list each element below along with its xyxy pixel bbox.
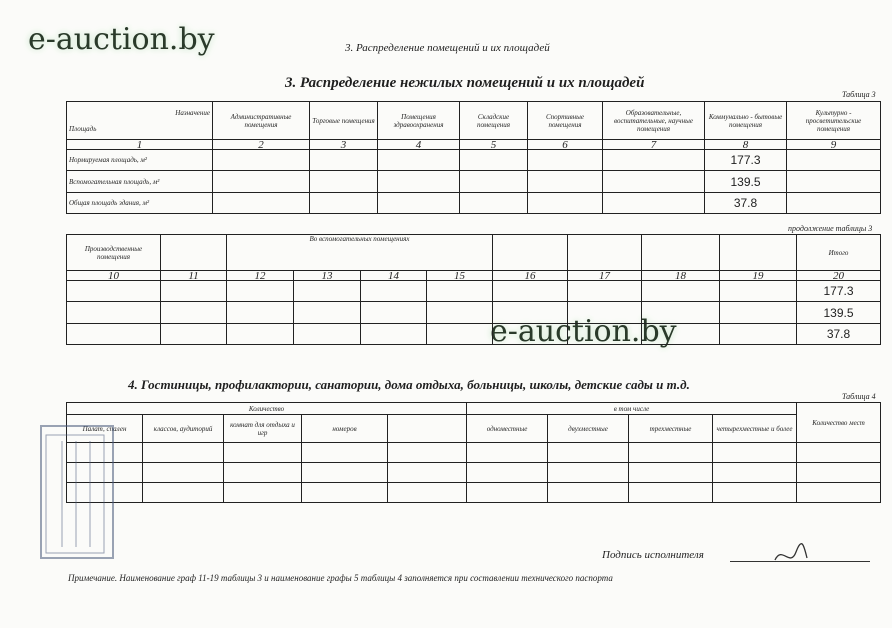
- header-classes: классов, аудиторий: [143, 415, 224, 443]
- index-cell: 2: [213, 140, 310, 150]
- header-education: Образовательные, воспитательные, научные помещения: [603, 102, 705, 140]
- header-rooms: комнат для отдыха и игр: [224, 415, 302, 443]
- header-culture: Культурно - просветительские помещения: [787, 102, 881, 140]
- header-admin: Административные помещения: [213, 102, 310, 140]
- index-cell: 6: [528, 140, 603, 150]
- index-cell: 12: [227, 271, 294, 281]
- total-cell: 37.8: [797, 324, 881, 345]
- table-4: [66, 402, 881, 503]
- section4-title: 4. Гостиницы, профилактории, санатории, дома отдыха, больницы, школы, детские сады и т.д.: [128, 377, 690, 392]
- value-cell: 139.5: [705, 171, 787, 193]
- table3-label: Таблица 3: [842, 90, 876, 99]
- table-3: [66, 101, 881, 214]
- total-cell: 139.5: [797, 302, 881, 324]
- header-numbers: номеров: [302, 415, 388, 443]
- index-cell: 13: [294, 271, 361, 281]
- index-cell: 9: [787, 140, 881, 150]
- header-storage: Складские помещения: [460, 102, 528, 140]
- header-double: двухместные: [548, 415, 629, 443]
- header-communal: Коммунально - бытовые помещения: [705, 102, 787, 140]
- index-cell: 7: [603, 140, 705, 150]
- index-cell: 19: [720, 271, 797, 281]
- header-production: Производственные помещения: [67, 235, 161, 271]
- footnote: Примечание. Наименование граф 11-19 таблицы 3 и наименование графы 5 таблицы 4 заполняется при составлении технического паспорта: [68, 573, 613, 583]
- header-total: Итого: [797, 235, 881, 271]
- index-cell: 1: [67, 140, 213, 150]
- index-cell: 11: [161, 271, 227, 281]
- index-cell: 17: [568, 271, 642, 281]
- header-auxiliary: Во вспомогательных помещениях: [227, 235, 493, 271]
- section3-top-title: 3. Распределение помещений и их площадей: [345, 42, 550, 54]
- index-cell: 10: [67, 271, 161, 281]
- header-triple: трехместные: [629, 415, 713, 443]
- row-label: Вспомогательная площадь, м²: [67, 171, 213, 193]
- header-name-area: [67, 102, 213, 140]
- header-single: одноместные: [467, 415, 548, 443]
- table-row: [67, 324, 881, 345]
- header-four-plus: четырехместные и более: [713, 415, 797, 443]
- value-cell: 177.3: [705, 150, 787, 171]
- table-row: [67, 281, 881, 302]
- table-row: [67, 443, 881, 463]
- continuation-label: продолжение таблицы 3: [788, 224, 873, 233]
- section3-title: 3. Распределение нежилых помещений и их площадей: [285, 75, 645, 91]
- header-sport: Спортивные помещения: [528, 102, 603, 140]
- total-cell: 177.3: [797, 281, 881, 302]
- index-cell: 8: [705, 140, 787, 150]
- header-quantity: Количество: [67, 403, 467, 415]
- watermark-middle: e-auction.by: [490, 314, 677, 349]
- header-trade: Торговые помещения: [310, 102, 378, 140]
- index-cell: 5: [460, 140, 528, 150]
- stamp-seal: [40, 425, 114, 559]
- stamp-graphic: [42, 431, 108, 557]
- signature-label: Подпись исполнителя: [602, 549, 704, 561]
- table-3-continuation: [66, 234, 881, 345]
- row-label: Общая площадь здания, м²: [67, 193, 213, 214]
- index-cell: 20: [797, 271, 881, 281]
- index-cell: 18: [642, 271, 720, 281]
- table4-label: Таблица 4: [842, 392, 876, 401]
- header-name: Назначение: [175, 108, 210, 117]
- header-health: Помещения здравоохранения: [378, 102, 460, 140]
- table-row: [67, 463, 881, 483]
- index-cell: 15: [427, 271, 493, 281]
- value-cell: 37.8: [705, 193, 787, 214]
- header-wards: Палат, спален: [67, 415, 143, 443]
- index-cell: 4: [378, 140, 460, 150]
- header-area: Площадь: [69, 124, 97, 133]
- watermark-top: e-auction.by: [28, 22, 215, 57]
- index-cell: 14: [361, 271, 427, 281]
- table-row: [67, 150, 881, 171]
- table-row: [67, 483, 881, 503]
- index-cell: 3: [310, 140, 378, 150]
- table-row: [67, 302, 881, 324]
- table-row: [67, 193, 881, 214]
- signature-scribble: [770, 540, 810, 570]
- header-including: в том числе: [467, 403, 797, 415]
- header-places: Количество мест: [797, 403, 881, 443]
- index-cell: 16: [493, 271, 568, 281]
- table-row: [67, 171, 881, 193]
- row-label: Нормируемая площадь, м²: [67, 150, 213, 171]
